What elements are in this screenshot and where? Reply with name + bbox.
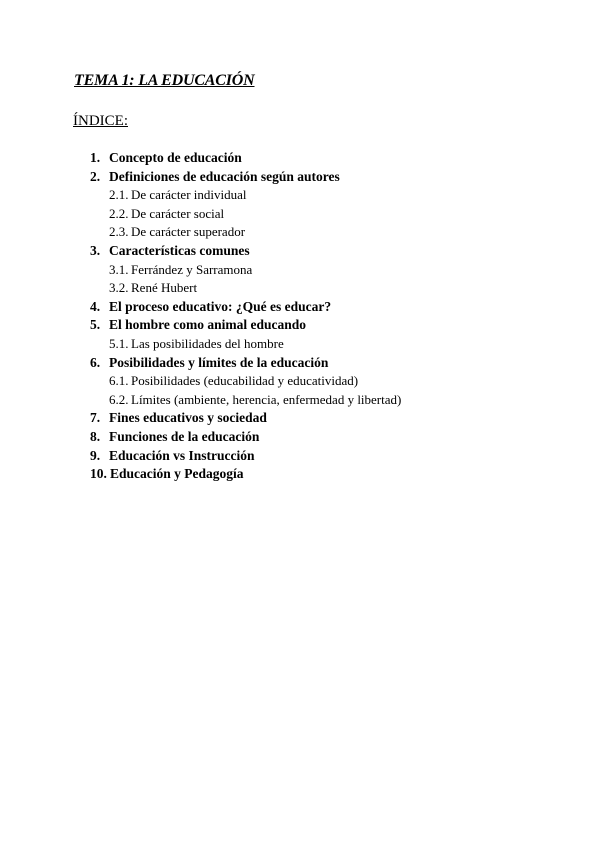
toc-subitem-2-3 [0,223,600,242]
toc-subitem-label: Posibilidades (educabilidad y educatividad) [131,373,359,389]
toc-item-label: Educación y Pedagogía [110,466,244,482]
toc-item-4 [0,298,600,317]
toc-item-8 [0,428,600,447]
toc-item-label: Definiciones de educación según autores [109,168,340,184]
toc-subitem-6-1 [0,372,600,391]
toc-subitem-label: Límites (ambiente, herencia, enfermedad y libertad) [131,391,402,407]
toc-subitem-2-1 [0,186,600,205]
toc-item-number: 6. [90,354,101,370]
toc-item-number: 10. [90,466,107,482]
toc-item-number: 8. [90,428,101,444]
toc-item-number: 3. [90,242,101,258]
toc-item-5 [0,316,600,335]
toc-item-label: Concepto de educación [109,150,242,165]
toc-item-9 [0,447,600,466]
toc-item-label: Posibilidades y límites de la educación [109,354,329,370]
toc-item-number: 5. [90,317,101,333]
toc-subitem-number: 6.1. [109,373,129,389]
toc-subitem-label: De carácter superador [131,224,246,240]
toc-subitem-3-2 [0,279,600,298]
toc-item-2 [0,168,600,187]
toc-subitem-label: Las posibilidades del hombre [131,335,284,351]
toc-subitem-5-1 [0,335,600,354]
toc-item-number: 4. [90,298,101,314]
toc-item-label: Fines educativos y sociedad [109,410,267,426]
toc-subitem-number: 5.1. [109,335,129,351]
toc-item-number: 7. [90,410,101,426]
toc-item-number: 9. [90,447,101,463]
toc-item-label: Características comunes [109,242,250,258]
toc-item-number: 2. [90,168,101,184]
toc-subitem-number: 2.1. [109,187,129,203]
toc-item-3 [0,242,600,261]
toc-subitem-number: 3.2. [109,280,129,296]
toc-item-label: El proceso educativo: ¿Qué es educar? [109,298,332,314]
toc-subitem-number: 2.3. [109,224,129,240]
toc-subitem-2-2 [0,205,600,224]
toc-subitem-6-2 [0,391,600,410]
toc-item-7 [0,409,600,428]
toc-subitem-number: 6.2. [109,391,129,407]
toc-subitem-label: De carácter individual [131,187,247,203]
toc-subitem-label: De carácter social [131,205,225,221]
index-heading: ÍNDICE: [73,113,128,129]
toc-item-10 [0,465,600,484]
toc-subitem-label: Ferrández y Sarramona [131,261,253,277]
table-of-contents [0,149,600,484]
toc-item-number: 1. [90,150,101,165]
toc-item-1 [0,149,600,168]
toc-subitem-3-1 [0,261,600,280]
toc-item-label: Educación vs Instrucción [109,447,255,463]
toc-item-label: El hombre como animal educando [109,317,307,333]
toc-subitem-number: 3.1. [109,261,129,277]
document-title: TEMA 1: LA EDUCACIÓN [74,72,255,89]
toc-subitem-label: René Hubert [131,280,198,296]
toc-item-6 [0,354,600,373]
toc-item-label: Funciones de la educación [109,428,260,444]
toc-subitem-number: 2.2. [109,205,129,221]
